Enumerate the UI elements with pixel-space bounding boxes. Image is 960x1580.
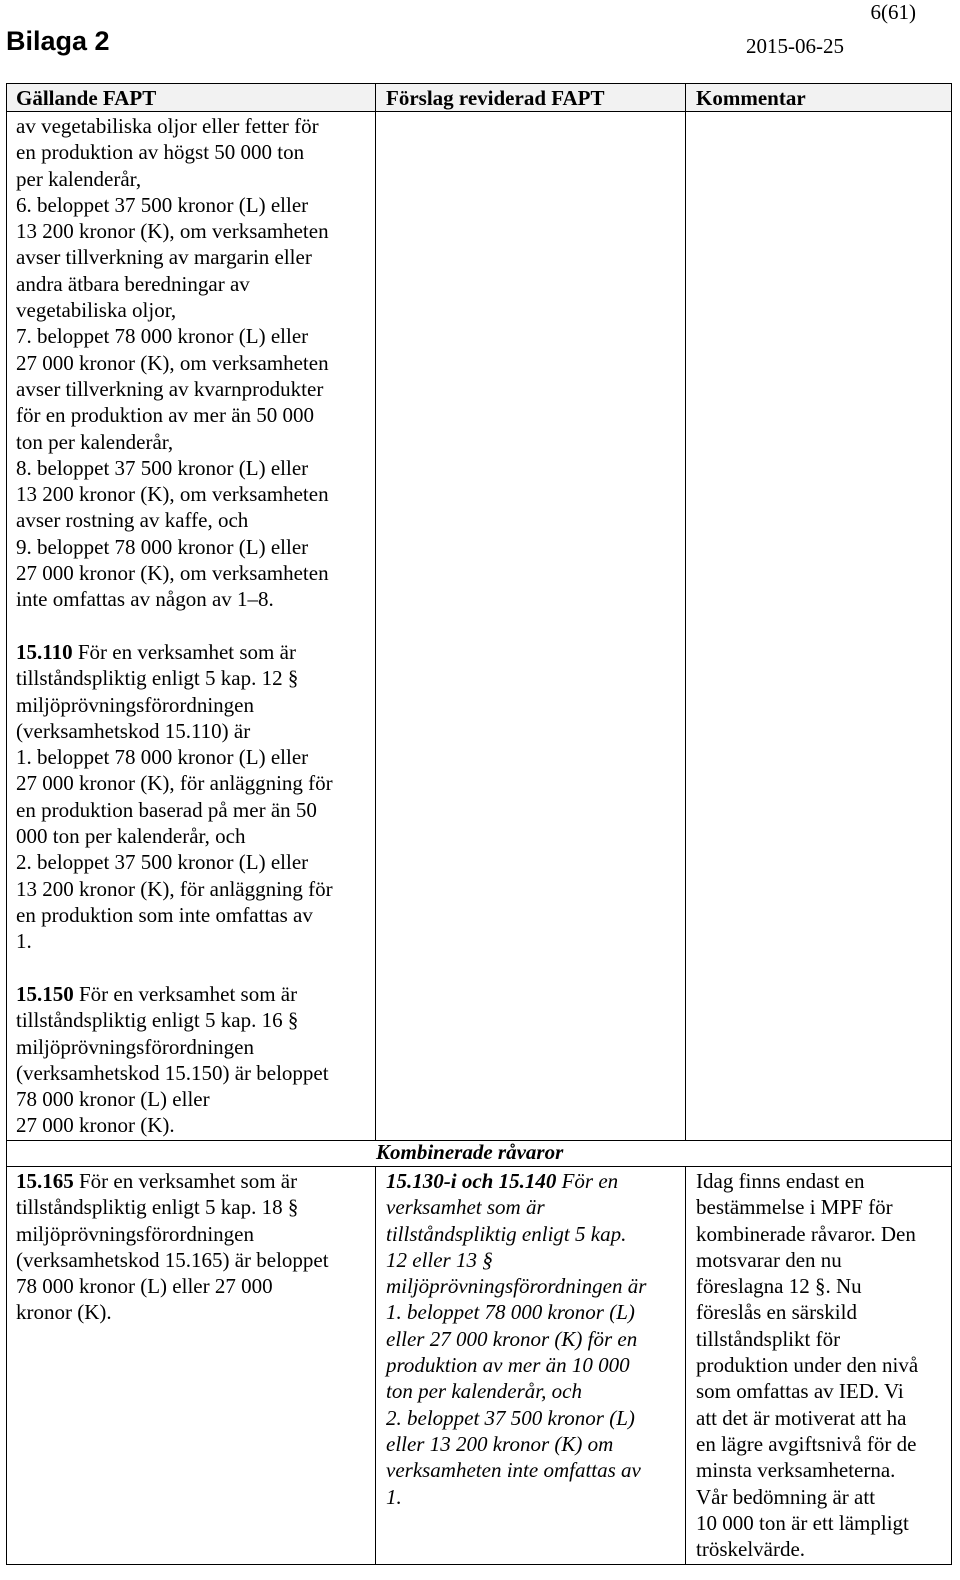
- comment-combined-raw-materials: Idag finns endast en bestämmelse i MPF för kombinerade råvaror. Den motsvarar den nu föreslagna 12 §. Nu föreslås en särskild tillståndsplikt för produktion under den nivå som omfattas av IED. Vi att det är motiverat att ha en lägre avgiftsnivå för de minsta verksamheterna. Vår bedömning är att 10 000 ton är ett lämpligt tröskelvärde.: [696, 1169, 919, 1562]
- proposal-15-130-15-140: [386, 1168, 646, 1510]
- code-15-150: 15.150: [16, 982, 74, 1006]
- section-15-110: [16, 639, 333, 955]
- section-15-165: [16, 1168, 329, 1326]
- page-title: Bilaga 2: [6, 26, 110, 56]
- column-divider-2: [685, 83, 686, 1141]
- table-left-border: [6, 83, 7, 1565]
- header-bottom-border: [6, 111, 952, 112]
- code-15-130-15-140: 15.130-i och 15.140: [386, 1169, 557, 1193]
- text-15-150: För en verksamhet som är tillståndspliktig enligt 5 kap. 16 § miljöprövningsförordningen (verksamhetskod 15.150) är beloppet 78 000 kronor (L) eller 27 000 kronor (K).: [16, 982, 329, 1138]
- column-divider-1-lower: [375, 1166, 376, 1565]
- column-header-comment: Kommentar: [696, 86, 806, 110]
- text-15-130-15-140: För en verksamhet som är tillståndspliktig enligt 5 kap. 12 eller 13 § miljöprövningsförordningen är 1. beloppet 78 000 kronor (L) eller 27 000 kronor (K) för en produktion av mer än 10 000 ton per kalenderår, och 2. beloppet 37 500 kronor (L) eller 13 200 kronor (K) om verksamheten inte omfattas av 1.: [386, 1169, 647, 1509]
- column-divider-2-lower: [685, 1166, 686, 1565]
- section-heading-bottom-border: [6, 1166, 952, 1167]
- column-divider-1: [375, 83, 376, 1141]
- text-15-165: För en verksamhet som är tillståndspliktig enligt 5 kap. 18 § miljöprövningsförordningen (verksamhetskod 15.165) är beloppet 78 000 kronor (L) eller 27 000 kronor (K).: [16, 1169, 329, 1325]
- column-header-proposal: Förslag reviderad FAPT: [386, 86, 605, 110]
- document-date: 2015-06-25: [746, 34, 844, 58]
- page-number: 6(61): [870, 0, 916, 24]
- section-15-150: [16, 981, 329, 1139]
- current-text-continuation: av vegetabiliska oljor eller fetter för en produktion av högst 50 000 ton per kalenderår, 6. beloppet 37 500 kronor (L) eller 13 200 kronor (K), om verksamheten avser tillverkning av margarin eller andra ätbara beredningar av vegetabiliska oljor, 7. beloppet 78 000 kronor (L) eller 27 000 kronor (K), om verksamheten avser tillverkning av kvarnprodukter för en produktion av mer än 50 000 ton per kalenderår, 8. beloppet 37 500 kronor (L) eller 13 200 kronor (K), om verksamheten avser rostning av kaffe, och 9. beloppet 78 000 kronor (L) eller 27 000 kronor (K), om verksamheten inte omfattas av någon av 1–8.: [16, 114, 329, 612]
- code-15-110: 15.110: [16, 640, 73, 664]
- table-right-border: [951, 83, 952, 1565]
- table-top-border: [6, 83, 952, 84]
- section-heading-combined-raw-materials: Kombinerade råvaror: [376, 1140, 564, 1164]
- column-header-current: Gällande FAPT: [16, 86, 157, 110]
- code-15-165: 15.165: [16, 1169, 74, 1193]
- text-15-110: För en verksamhet som är tillståndspliktig enligt 5 kap. 12 § miljöprövningsförordningen (verksamhetskod 15.110) är 1. beloppet 78 000 kronor (L) eller 27 000 kronor (K), för anläggning för en produktion baserad på mer än 50 000 ton per kalenderår, och 2. beloppet 37 500 kronor (L) eller 13 200 kronor (K), för anläggning för en produktion som inte omfattas av 1.: [16, 640, 333, 954]
- table-bottom-border: [6, 1564, 952, 1565]
